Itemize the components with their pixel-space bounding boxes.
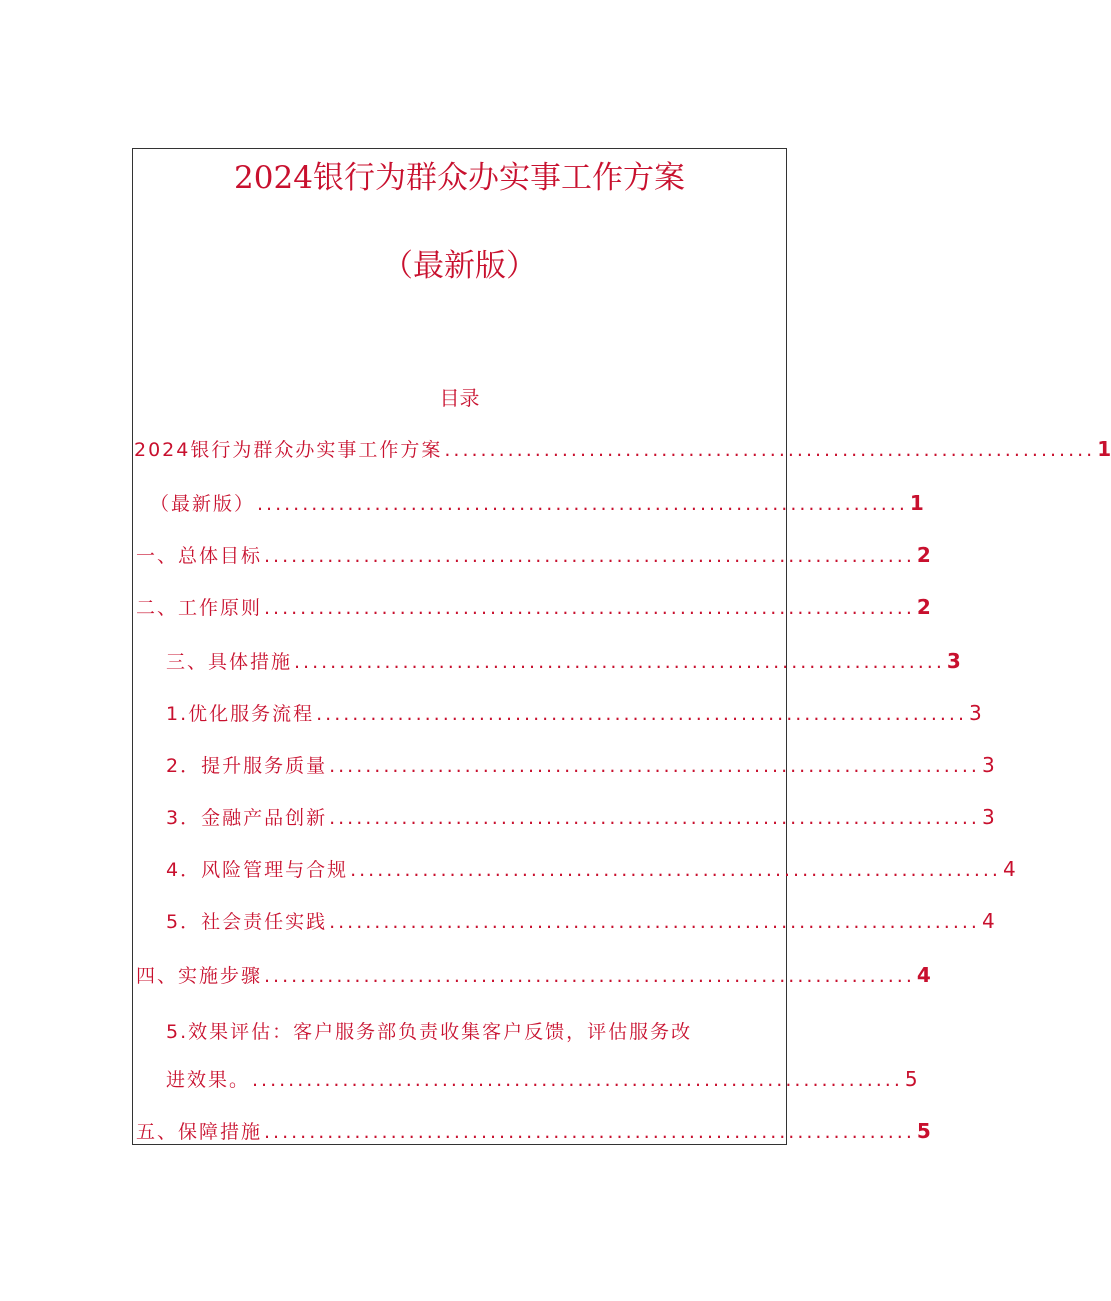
toc-leader: ........................................................................ <box>350 859 1001 881</box>
toc-entry[interactable] <box>166 752 995 778</box>
toc-leader: ........................................................................ <box>257 493 908 515</box>
toc-leader: ........................................................................ <box>329 911 980 933</box>
toc-entry[interactable] <box>136 594 931 620</box>
document-frame <box>132 148 787 1145</box>
toc-leader: ........................................................................ <box>329 755 980 777</box>
toc-entry-page: 2 <box>916 595 931 619</box>
toc-leader: ........................................................................ <box>252 1069 903 1091</box>
document-subtitle: （最新版） <box>382 248 537 284</box>
toc-entry-page: 3 <box>969 701 982 725</box>
toc-entry[interactable] <box>134 436 1111 462</box>
toc-entry[interactable] <box>166 908 995 934</box>
toc-entry-label: （最新版） <box>150 493 256 515</box>
toc-entry-page: 2 <box>916 543 931 567</box>
toc-entry[interactable] <box>166 1066 918 1092</box>
toc-entry-page: 4 <box>916 963 931 987</box>
toc-entry[interactable] <box>166 648 961 674</box>
toc-leader: ........................................................................ <box>316 703 967 725</box>
toc-entry[interactable] <box>136 542 931 568</box>
toc-entry[interactable] <box>150 490 924 516</box>
toc-leader: ........................................................................ <box>264 545 915 567</box>
toc-entry-label: 二、工作原则 <box>136 597 263 619</box>
toc-leader: ........................................................................ <box>444 439 1096 461</box>
toc-entry-page: 4 <box>981 909 995 933</box>
toc-entry-page: 1 <box>1097 437 1111 461</box>
toc-entry-label: 进效果。 <box>166 1069 251 1091</box>
toc-entry-label-line1[interactable]: 5.效果评估：客户服务部负责收集客户反馈，评估服务改 <box>166 1021 693 1043</box>
toc-leader: ........................................................................ <box>294 651 945 673</box>
toc-entry-page: 3 <box>981 753 995 777</box>
toc-entry-label: 2024银行为群众办实事工作方案 <box>134 439 443 461</box>
toc-entry-label: 5．社会责任实践 <box>166 911 328 933</box>
toc-entry-label: 五、保障措施 <box>136 1121 263 1143</box>
toc-leader: ........................................................................ <box>329 807 980 829</box>
toc-entry-label: 三、具体措施 <box>166 651 293 673</box>
toc-entry-page: 5 <box>916 1119 931 1143</box>
toc-entry[interactable] <box>136 962 931 988</box>
toc-leader: ........................................................................ <box>264 1121 915 1143</box>
toc-entry-page: 3 <box>946 649 961 673</box>
toc-entry-label: 1.优化服务流程 <box>166 703 315 725</box>
document-title: 2024银行为群众办实事工作方案 <box>234 160 685 196</box>
toc-entry-label: 3．金融产品创新 <box>166 807 328 829</box>
toc-heading: 目录 <box>439 386 480 410</box>
toc-entry-label: 2．提升服务质量 <box>166 755 328 777</box>
toc-entry[interactable] <box>166 700 982 726</box>
toc-entry-page: 5 <box>904 1067 918 1091</box>
toc-entry[interactable] <box>166 856 1016 882</box>
toc-entry[interactable] <box>166 804 995 830</box>
toc-entry-page: 4 <box>1002 857 1016 881</box>
toc-entry[interactable] <box>136 1118 931 1144</box>
toc-entry-label: 4．风险管理与合规 <box>166 859 349 881</box>
toc-leader: ........................................................................ <box>264 597 915 619</box>
toc-entry-label: 四、实施步骤 <box>136 965 263 987</box>
toc-entry-label: 一、总体目标 <box>136 545 263 567</box>
toc-entry-page: 1 <box>909 491 924 515</box>
toc-entry-page: 3 <box>981 805 995 829</box>
toc-leader: ........................................................................ <box>264 965 915 987</box>
